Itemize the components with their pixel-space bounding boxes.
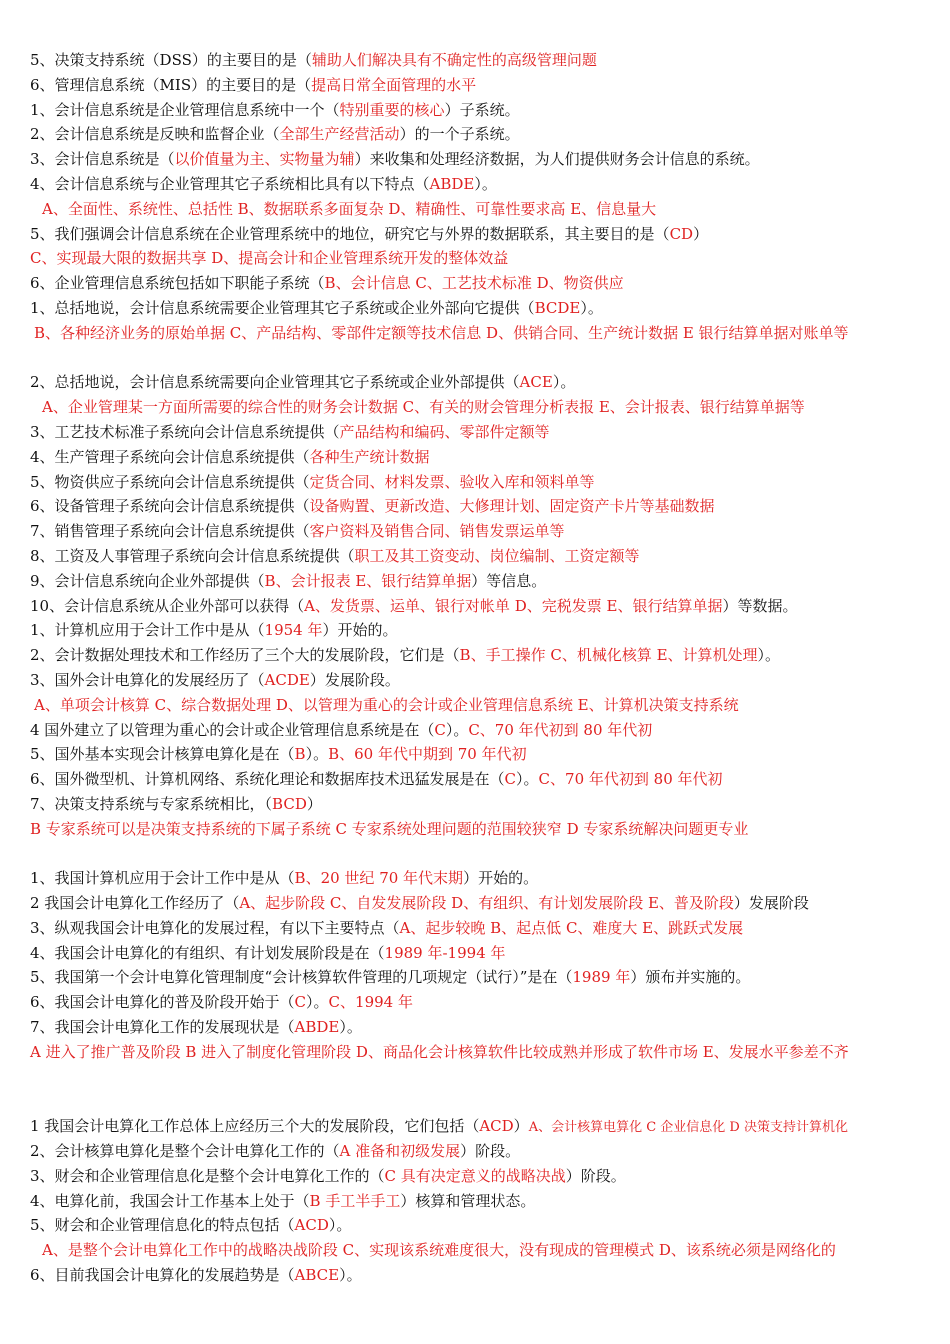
answer-text: C: [504, 770, 517, 789]
question-text: ）发展阶段。: [309, 670, 400, 689]
question-text: ）。: [474, 174, 497, 193]
text-line: [0, 98, 950, 123]
question-text: 3、财会和企业管理信息化是整个会计电算化工作的（: [30, 1166, 385, 1185]
answer-text: C: [434, 720, 446, 739]
blank-line: [0, 842, 950, 867]
document-page: [0, 48, 950, 1288]
text-line: [0, 147, 950, 172]
text-line: [0, 891, 950, 916]
question-text: ）等数据。: [722, 596, 798, 615]
answer-text: A、会计核算电算化 C 企业信息化 D 决策支持计算机化: [528, 1120, 848, 1136]
question-text: 4、生产管理子系统向会计信息系统提供（: [30, 447, 310, 466]
text-line: [0, 916, 950, 941]
answer-text: 设备购置、更新改造、大修理计划、固定资产卡片等基础数据: [309, 497, 715, 516]
answer-text: B、60 年代中期到 70 年代初: [328, 745, 527, 764]
answer-text: A 准备和初级发展: [339, 1142, 461, 1161]
question-text: 4 国外建立了以管理为重心的会计或企业管理信息系统是在（: [30, 720, 435, 739]
text-line: [0, 1213, 950, 1238]
question-text: ）。: [552, 373, 576, 392]
text-line: [0, 1164, 950, 1189]
text-line: [0, 990, 950, 1015]
question-text: 6、目前我国会计电算化的发展趋势是（: [30, 1266, 295, 1285]
question-text: 2、总括地说，会计信息系统需要向企业管理其它子系统或企业外部提供（: [30, 373, 520, 392]
text-line: [0, 594, 950, 619]
text-line: [0, 445, 950, 470]
answer-text: B 专家系统可以是决策支持系统的下属子系统 C 专家系统处理问题的范围较狭窄 D 专家系统解决问题更专业: [30, 819, 749, 838]
answer-text: B: [294, 745, 306, 764]
text-line: [0, 544, 950, 569]
question-text: 8、工资及人事管理子系统向会计信息系统提供（: [30, 546, 355, 565]
question-text: 10、会计信息系统从企业外部可以获得（: [30, 596, 305, 615]
question-text: ）的一个子系统。: [399, 125, 520, 144]
answer-text: ACD: [479, 1117, 514, 1136]
text-line: [0, 321, 950, 346]
text-line: [0, 792, 950, 817]
answer-text: ABDE: [294, 1018, 340, 1037]
question-text: 6、我国会计电算化的普及阶段开始于（: [30, 993, 295, 1012]
answer-text: 产品结构和编码、零部件定额等: [339, 422, 550, 441]
question-text: ）: [693, 224, 709, 243]
answer-text: ACD: [294, 1216, 329, 1235]
answer-text: A 进入了推广普及阶段 B 进入了制度化管理阶段 D、商品化会计核算软件比较成熟并形成了软件市场 E、发展水平参差不齐: [30, 1042, 849, 1061]
text-line: [0, 73, 950, 98]
text-line: [0, 48, 950, 73]
text-line: [0, 395, 950, 420]
text-line: [0, 1263, 950, 1288]
text-line: [0, 1139, 950, 1164]
question-text: 5、国外基本实现会计核算电算化是在（: [30, 745, 295, 764]
text-line: [0, 767, 950, 792]
answer-text: C: [294, 993, 307, 1012]
answer-text: 提高日常全面管理的水平: [311, 75, 477, 94]
question-text: 2、会计信息系统是反映和监督企业（: [30, 125, 280, 144]
question-text: ）。: [339, 1266, 362, 1285]
question-text: ）子系统。: [444, 100, 520, 119]
question-text: ）等信息。: [471, 571, 547, 590]
answer-text: BCDE: [534, 298, 581, 317]
question-text: 5、物资供应子系统向会计信息系统提供（: [30, 472, 310, 491]
answer-text: C、实现最大限的数据共享 D、提高会计和企业管理系统开发的整体效益: [30, 249, 509, 268]
text-line: [0, 519, 950, 544]
text-line: [0, 618, 950, 643]
question-text: 4、电算化前，我国会计工作基本上处于（: [30, 1191, 310, 1210]
answer-text: B、手工操作 C、机械化核算 E、计算机处理: [459, 646, 758, 665]
answer-text: A、企业管理某一方面所需要的综合性的财务会计数据 C、有关的财会管理分析表报 E、会计报表、银行结算单据等: [42, 398, 805, 417]
answer-text: A、全面性、系统性、总括性 B、数据联系多面复杂 D、精确性、可靠性要求高 E、信息量大: [42, 199, 657, 218]
text-line: [0, 941, 950, 966]
question-text: 1、总括地说，会计信息系统需要企业管理其它子系统或企业外部向它提供（: [30, 298, 535, 317]
answer-text: 各种生产统计数据: [309, 447, 430, 466]
question-text: 4、我国会计电算化的有组织、有计划发展阶段是在（: [30, 943, 385, 962]
blank-line: [0, 1089, 950, 1114]
answer-text: B、会计报表 E、银行结算单据: [264, 571, 472, 590]
text-line: [0, 494, 950, 519]
answer-text: 以价值量为主、实物量为辅: [174, 150, 355, 169]
question-text: 7、我国会计电算化工作的发展现状是（: [30, 1018, 295, 1037]
answer-text: A、起步阶段 C、自发发展阶段 D、有组织、有计划发展阶段 E、普及阶段: [239, 894, 734, 913]
question-text: 3、国外会计电算化的发展经历了（: [30, 670, 265, 689]
question-text: ）颁布并实施的。: [630, 968, 751, 987]
answer-text: CD: [669, 224, 694, 243]
question-text: 5、我国第一个会计电算化管理制度“会计核算软件管理的几项规定（试行）”是在（: [30, 968, 573, 987]
answer-text: A、发货票、运单、银行对帐单 D、完税发票 E、银行结算单据: [304, 596, 723, 615]
text-line: [0, 718, 950, 743]
text-line: [0, 1040, 950, 1065]
question-text: ）。: [339, 1018, 362, 1037]
question-text: 2 我国会计电算化工作经历了（: [30, 894, 240, 913]
text-line: [0, 470, 950, 495]
answer-text: C、70 年代初到 80 年代初: [538, 770, 723, 789]
text-line: [0, 668, 950, 693]
text-line: [0, 817, 950, 842]
question-text: ）开始的。: [463, 869, 539, 888]
question-text: ）阶段。: [460, 1142, 521, 1161]
answer-text: ACDE: [264, 670, 310, 689]
question-text: 3、会计信息系统是（: [30, 150, 175, 169]
question-text: 2、会计数据处理技术和工作经历了三个大的发展阶段，它们是（: [30, 646, 460, 665]
question-text: 9、会计信息系统向企业外部提供（: [30, 571, 265, 590]
answer-text: A、是整个会计电算化工作中的战略决战阶段 C、实现该系统难度很大，没有现成的管理模式 D、该系统必须是网络化的: [42, 1241, 836, 1260]
question-text: ）。: [580, 298, 603, 317]
text-line: [0, 569, 950, 594]
answer-text: A、单项会计核算 C、综合数据处理 D、以管理为重心的会计或企业管理信息系统 E、计算机决策支持系统: [34, 695, 739, 714]
answer-text: ABCE: [294, 1266, 340, 1285]
blank-line: [0, 1065, 950, 1090]
question-text: ）阶段。: [565, 1166, 626, 1185]
question-text: ）发展阶段: [733, 894, 809, 913]
question-text: ）开始的。: [322, 621, 398, 640]
text-line: [0, 271, 950, 296]
answer-text: ABDE: [429, 174, 475, 193]
answer-text: A、起步较晚 B、起点低 C、难度大 E、跳跃式发展: [399, 918, 744, 937]
answer-text: 特别重要的核心: [339, 100, 445, 119]
question-text: ）: [513, 1117, 529, 1136]
answer-text: B、会计信息 C、工艺技术标准 D、物资供应: [324, 274, 624, 293]
question-text: ）核算和管理状态。: [400, 1191, 536, 1210]
question-text: 7、销售管理子系统向会计信息系统提供（: [30, 522, 310, 541]
question-text: ）。: [516, 770, 539, 789]
question-text: 1、会计信息系统是企业管理信息系统中一个（: [30, 100, 340, 119]
text-line: [0, 222, 950, 247]
question-text: 2、会计核算电算化是整个会计电算化工作的（: [30, 1142, 340, 1161]
question-text: 6、设备管理子系统向会计信息系统提供（: [30, 497, 310, 516]
question-text: ）。: [328, 1216, 352, 1235]
answer-text: BCD: [272, 794, 307, 813]
answer-text: 1989 年-1994 年: [384, 943, 506, 962]
answer-text: B、20 世纪 70 年代末期: [294, 869, 464, 888]
answer-text: C、1994 年: [328, 993, 413, 1012]
question-text: 6、企业管理信息系统包括如下职能子系统（: [30, 274, 325, 293]
question-text: 1 我国会计电算化工作总体上应经历三个大的发展阶段，它们包括（: [30, 1117, 480, 1136]
text-line: [0, 742, 950, 767]
text-line: [0, 1189, 950, 1214]
question-text: 1、计算机应用于会计工作中是从（: [30, 621, 265, 640]
answer-text: C、70 年代初到 80 年代初: [468, 720, 653, 739]
question-text: 5、我们强调会计信息系统在企业管理系统中的地位，研究它与外界的数据联系，其主要目的是（: [30, 224, 670, 243]
answer-text: 辅助人们解决具有不确定性的高级管理问题: [311, 51, 597, 69]
question-text: ）来收集和处理经济数据，为人们提供财务会计信息的系统。: [354, 150, 760, 169]
question-text: 3、纵观我国会计电算化的发展过程，有以下主要特点（: [30, 918, 400, 937]
question-text: ）。: [757, 646, 781, 665]
text-line: [0, 122, 950, 147]
answer-text: 1989 年: [572, 968, 631, 987]
question-text: 4、会计信息系统与企业管理其它子系统相比具有以下特点（: [30, 174, 430, 193]
question-text: 6、国外微型机、计算机网络、系统化理论和数据库技术迅猛发展是在（: [30, 770, 505, 789]
text-line: [0, 693, 950, 718]
answer-text: 1954 年: [264, 621, 323, 640]
text-line: [0, 1015, 950, 1040]
question-text: 1、我国计算机应用于会计工作中是从（: [30, 869, 295, 888]
answer-text: 全部生产经营活动: [279, 125, 400, 144]
answer-text: B、各种经济业务的原始单据 C、产品结构、零部件定额等技术信息 D、供销合同、生产统计数据 E 银行结算单据对账单等: [34, 323, 849, 342]
text-line: [0, 965, 950, 990]
question-text: 7、决策支持系统与专家系统相比，（: [30, 794, 273, 813]
question-text: ）。: [305, 745, 329, 764]
question-text: 6、管理信息系统（MIS）的主要目的是（: [30, 75, 312, 94]
text-line: [0, 370, 950, 395]
text-line: [0, 866, 950, 891]
text-line: [0, 172, 950, 197]
answer-text: 职工及其工资变动、岗位编制、工资定额等: [354, 546, 640, 565]
question-text: ）。: [445, 720, 469, 739]
text-line: [0, 1114, 950, 1139]
text-line: [0, 420, 950, 445]
question-text: 5、财会和企业管理信息化的特点包括（: [30, 1216, 295, 1235]
answer-text: ACE: [519, 373, 553, 392]
question-text: ）。: [306, 993, 329, 1012]
answer-text: C 具有决定意义的战略决战: [384, 1166, 566, 1185]
text-line: [0, 296, 950, 321]
text-line: [0, 197, 950, 222]
answer-text: 客户资料及销售合同、销售发票运单等: [309, 522, 565, 541]
text-line: [0, 1238, 950, 1263]
answer-text: 定货合同、材料发票、验收入库和领料单等: [309, 472, 595, 491]
text-line: [0, 246, 950, 271]
blank-line: [0, 346, 950, 371]
answer-text: B 手工半手工: [309, 1191, 401, 1210]
text-line: [0, 643, 950, 668]
question-text: 3、工艺技术标准子系统向会计信息系统提供（: [30, 422, 340, 441]
question-text: ）: [306, 794, 322, 813]
question-text: 5、决策支持系统（DSS）的主要目的是（: [30, 51, 312, 69]
